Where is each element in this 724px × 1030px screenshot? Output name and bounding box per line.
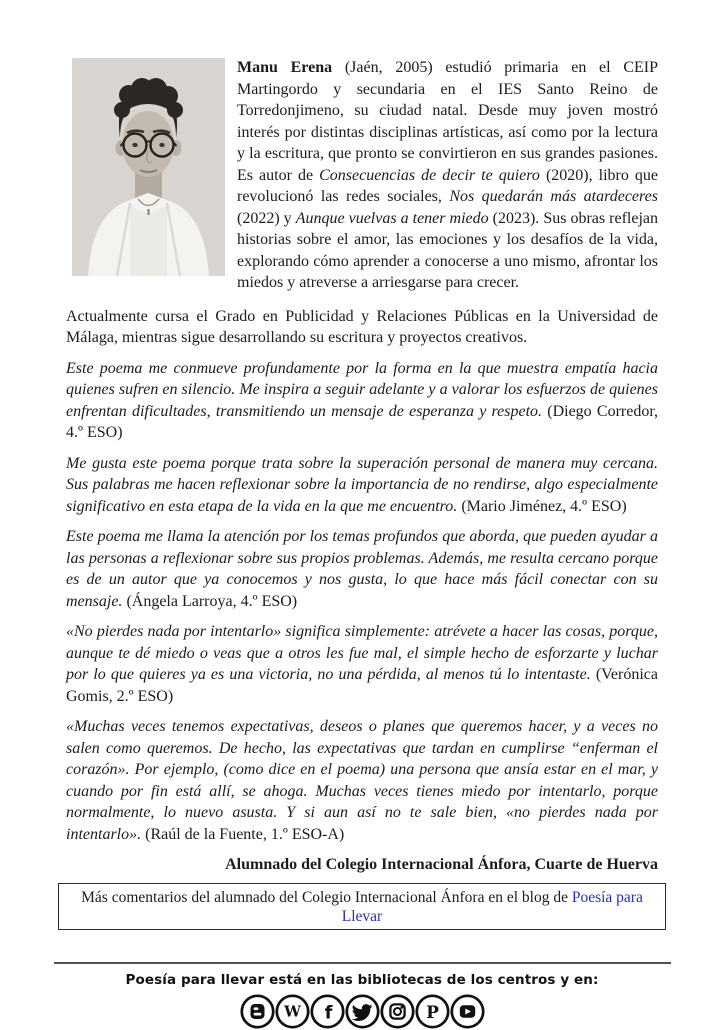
footer-divider	[54, 962, 671, 964]
comment-text: Este poema me conmueve profundamente por la forma en la que muestra empatía hacia quienes sufren en silencio. Me inspira a seguir adelante y a valorar los esfuerzos de quienes enfrentan dificultades, transmitiendo un mensaje de esperanza y respeto.	[66, 359, 658, 420]
comment-text: Este poema me llama la atención por los temas profundos que aborda, que pueden ayudar a las personas a reflexionar sobre sus propios problemas. Además, me resulta cercano porque es de un autor que ya conocemos y nos gusta, lo que hace más fácil conectar con su mensaje.	[66, 528, 658, 610]
wordpress-icon[interactable]	[274, 993, 311, 1030]
student-comment	[66, 453, 658, 518]
blog-link-box	[58, 883, 666, 930]
comment-text: «No pierdes nada por intentarlo» significa simplemente: atrévete a hacer las cosas, porque, aunque te dé miedo o veas que a otros les fue mal, el simple hecho de esforzarte y luchar por lo que quieres ya es una victoria, no una pérdida, al menos tú lo intentaste.	[66, 623, 658, 683]
youtube-icon[interactable]	[449, 993, 486, 1030]
author-name: Manu Erena	[237, 59, 333, 76]
bio-segment: (2020), libro que revolucionó las redes sociales,	[237, 166, 658, 205]
attribution-heading: Alumnado del Colegio Internacional Ánfora, Cuarte de Huerva	[225, 856, 658, 873]
book-title: Consecuencias de decir te quiero	[319, 166, 540, 184]
author-bio-section	[66, 57, 658, 294]
blogger-icon[interactable]	[239, 993, 276, 1030]
svg-text:W: W	[283, 1002, 301, 1021]
comment-attribution: (Diego Corredor, 4.º ESO)	[66, 402, 659, 441]
student-comment	[66, 621, 658, 707]
comment-attribution: (Verónica Gomis, 2.º ESO)	[66, 666, 658, 705]
facebook-icon[interactable]	[309, 993, 346, 1030]
blog-link[interactable]: Poesía para Llevar	[341, 888, 643, 925]
pinterest-icon[interactable]	[414, 993, 451, 1030]
current-studies-paragraph: Actualmente cursa el Grado en Publicidad y Relaciones Públicas en la Universidad de Málaga, mientras sigue desarrollando su escritura y proyectos creativos.	[66, 307, 658, 346]
bio-segment: (2023). Sus obras reflejan historias sobre el amor, las emociones y los desafíos de la vida, explorando cómo aprender a conocerse a uno mismo, afrontar los miedos y atreverse a arriesgarse para crecer.	[237, 209, 658, 291]
instagram-icon[interactable]	[379, 993, 416, 1030]
bio-segment: (Jaén, 2005) estudió primaria en el CEIP Martingordo y secundaria en el IES Santo Reino de Torredonjimeno, su ciudad natal. Desde muy joven mostró interés por distintas disciplinas artísticas, así como por la lectura y la escritura, que pronto se convirtieron en sus grandes pasiones. Es autor de	[237, 59, 658, 184]
book-title: Aunque vuelvas a tener miedo	[295, 209, 489, 227]
comment-attribution: (Ángela Larroya, 4.º ESO)	[126, 592, 298, 610]
student-comment	[66, 358, 658, 444]
comment-text: Me gusta este poema porque trata sobre la superación personal de manera muy cercana. Sus palabras me hacen reflexionar sobre la importancia de no rendirse, algo especialmente significativo en esta etapa de la vida en la que me encuentro.	[66, 454, 658, 515]
comment-attribution: (Raúl de la Fuente, 1.º ESO-A)	[145, 825, 345, 843]
twitter-icon[interactable]	[344, 993, 381, 1030]
author-photo	[72, 58, 225, 276]
footer-tagline: Poesía para llevar está en las bibliotecas de los centros y en:	[125, 972, 599, 988]
svg-text:f: f	[324, 1002, 332, 1024]
comment-attribution: (Mario Jiménez, 4.º ESO)	[461, 497, 627, 515]
student-comment	[66, 526, 658, 612]
blog-box-text: Más comentarios del alumnado del Colegio Internacional Ánfora en el blog de	[81, 888, 572, 906]
social-icons-row	[66, 993, 658, 1030]
bio-segment: (2022) y	[237, 209, 296, 227]
svg-text:P: P	[425, 1003, 439, 1023]
comment-text: «Muchas veces tenemos expectativas, deseos o planes que queremos hacer, y a veces no salen como queremos. De hecho, las expectativas que tardan en cumplirse “enferman el corazón». Por ejemplo, (como dice en el poema) una persona que ansía estar en el mar, y cuando por fin está allí, se ahoga. Muchas veces tienes miedo por intentarlo, porque normalmente, lo nuevo asusta. Y si aun así no te sale bien, «no pierdes nada por intentarlo».	[66, 718, 658, 843]
book-title: Nos quedarán más atardeceres	[449, 188, 658, 205]
student-comment	[66, 716, 658, 845]
